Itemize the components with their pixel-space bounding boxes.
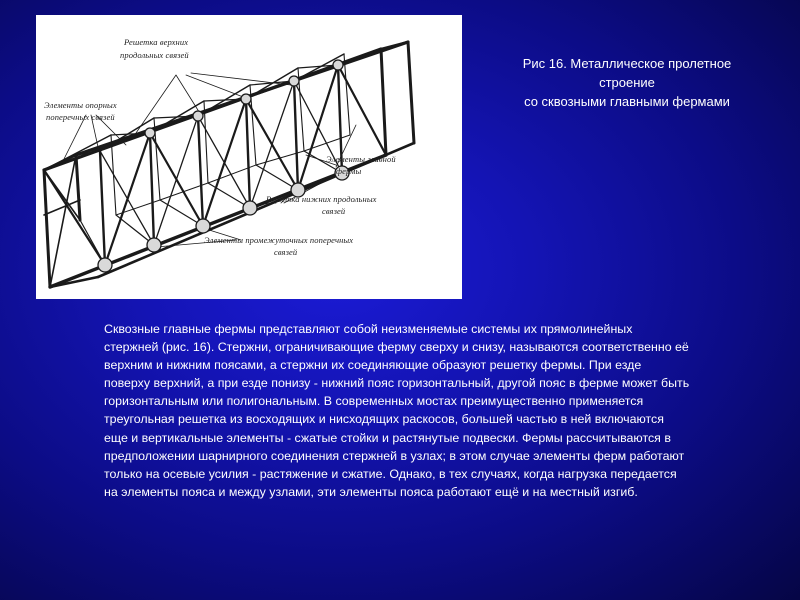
label-lower-lateral-line2: связей — [322, 206, 346, 216]
label-main-truss-line2: фермы — [336, 166, 362, 176]
label-upper-lateral-line1: Решетка верхних — [124, 37, 189, 47]
body-paragraph: Сквозные главные фермы представляют собой неизменяемые системы их прямолинейных стержней (рис. 16). Стержни, ограничивающие ферму сверху и снизу, называются соответственно её верхним и нижним поясами, а стержни их соединяющие образуют решетку фермы. При езде поверху верхний, а при езде понизу - нижний пояс горизонтальный, другой пояс в ферме может быть горизонтальным или полигональным. В современных мостах преимущественно применяется треугольная решетка из восходящих и нисходящих раскосов, большей частью в ней включаются еще и вертикальные элементы - сжатые стойки и растянутые подвески. Фермы рассчитываются в предположении шарнирного соединения стержней в узлах; в этом случае элементы ферм работают только на осевые усилия - растяжение и сжатие. Однако, в тех случаях, когда нагрузка передается на элементы пояса и между узлами, эти элементы пояса работают ещё и на местный изгиб. — [104, 322, 690, 499]
figure-caption — [488, 54, 766, 111]
truss-bridge-figure — [36, 15, 462, 299]
caption-line-1: Рис 16. Металлическое пролетное — [522, 56, 732, 71]
truss-bridge-drawing — [36, 15, 462, 299]
label-intermediate-bracing-line2: связей — [274, 247, 298, 257]
caption-line-2: строение — [599, 75, 655, 90]
caption-line-3: со сквозными главными фермами — [524, 94, 730, 109]
label-upper-lateral-line2: продольных связей — [120, 50, 189, 60]
label-intermediate-bracing-line1: Элементы промежуточных поперечных — [204, 235, 354, 245]
label-lower-lateral-line1: Решетка нижних продольных — [266, 194, 377, 204]
label-support-bracing-line1: Элементы опорных — [44, 100, 117, 110]
label-support-bracing-line2: поперечных связей — [46, 112, 115, 122]
label-main-truss-line1: Элементы главной — [326, 154, 396, 164]
